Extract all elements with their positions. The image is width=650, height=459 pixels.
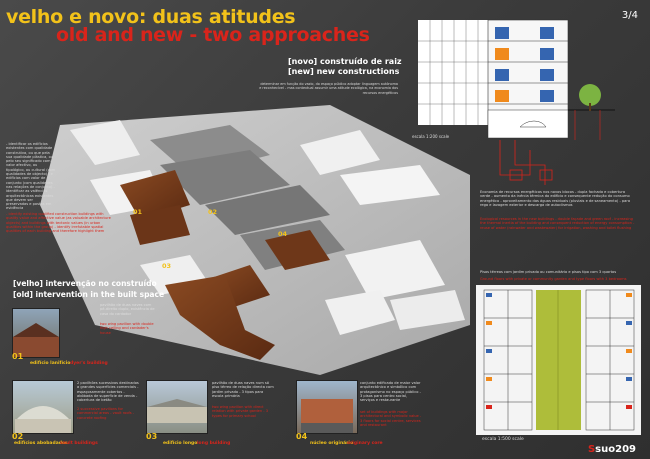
section-scale-label: escala 1:200 scale [412, 134, 450, 139]
garden-text-en: Ground floors with private or community garden and type floors with 3 bedrooms [480, 277, 627, 281]
logo-text: suo [595, 444, 616, 455]
map-label-04: 04 [278, 230, 288, 238]
photo-03-caption-pt: edifício longo [163, 441, 198, 446]
map-label-02: 02 [208, 208, 218, 216]
new-section-text: determinar em função do vazio, do espaço público adoptar linguagem autónoma e reconhecível - mas contextual assumir uma atitude ecológica, na economia dos recursos energéticos [259, 82, 398, 95]
logo-number: 209 [615, 444, 636, 455]
photo-02-caption-pt: edifícios abobadados [14, 441, 68, 446]
photo-04-caption-en: originary core [347, 441, 383, 446]
photo-01-caption-pt: edifício lanifício [30, 361, 71, 366]
photo-02-caption-en: vault buildings [60, 441, 98, 446]
new-heading-en: [new] new constructions [288, 67, 400, 76]
photo-originary-core [296, 380, 358, 434]
photo-01-desc-pt: pavilhão de duas naves com pé-direito duplo, existência de casa do cardador [100, 303, 155, 316]
photo-02-number: 02 [12, 432, 24, 441]
photo-04-desc-pt: conjunto edificado de maior valor arquitectónico e simbólico com protagonismo no espaço público - 3 pisos para centro social, serviços e restaurante [360, 381, 421, 403]
new-heading-pt: [novo] construído de raiz [288, 57, 402, 66]
project-logo [588, 444, 636, 455]
eco-text-pt: Economia de recursos energéticos nos novos blocos - dupla fachada e cobertura verde - aumento da inércia térmica do edifício e consequente redução do consumo energético - aproveitamento das águas residuais (pluviais e de saneamento) - para rega e lavagem exterior e descarga de autoclismos [480, 190, 631, 207]
plan-scale-label: escala 1:500 scale [482, 437, 524, 442]
photo-03-desc-en: two wing pavilion with direct relation with private garden - 3 types for primary school [212, 405, 268, 418]
photo-02-desc-pt: 2 pavilhões sucessivos destinados a grandes superfícies comerciais - espaçosamente cobertos - abóbada de superfície de venda - cobertura de betão [77, 381, 139, 403]
photo-04-caption-pt: núcleo originário [310, 441, 354, 446]
old-heading-pt: [velho] intervenção no construído [13, 279, 157, 288]
building-section-drawing [400, 15, 615, 140]
photo-vault-buildings [12, 380, 74, 434]
photo-03-number: 03 [146, 432, 158, 441]
photo-dyers-building [12, 308, 60, 358]
old-heading-en: [old] intervention in the built space [13, 290, 165, 299]
floor-plan-drawing [476, 285, 641, 437]
map-label-03: 03 [162, 262, 172, 270]
page-number: 3/4 [621, 10, 638, 21]
photo-long-building [146, 380, 208, 434]
water-pipe-diagram [470, 140, 590, 190]
photo-04-number: 04 [296, 432, 308, 441]
photo-01-number: 01 [12, 352, 24, 361]
photo-01-desc-en: two wing pavilion with double high ceiling and cardader's house [100, 322, 154, 335]
eco-text-en: Ecological resources in the new buildings - double façade and green roof - increasing the thermal inertia of the building and consequent reduction of energy consumption - reuse of water (rainwater and wastewater) for irrigation, washing and toilet flushing [480, 217, 635, 230]
photo-02-desc-en: 2 successive pavilions for commercial areas - vault roofs - concrete roofing [77, 407, 135, 420]
photo-04-desc-en: set of buildings with major architectural and symbolic value - 3 floors for social centre, services and restaurant [360, 410, 422, 427]
poster-title-pt: velho e novo: duas atitudes [6, 6, 296, 28]
garden-text-pt: Pisos térreos com jardim privado ou comunitário e pisos tipo com 3 quartos [480, 270, 617, 274]
photo-01-caption-en: dyer's building [70, 361, 108, 366]
photo-03-caption-en: long building [197, 441, 231, 446]
photo-03-desc-pt: pavilhão de duas naves num só piso térreo de relação directa com jardim privado - 3 tipos para escola primária [212, 381, 274, 398]
logo-accent: S [587, 444, 596, 455]
poster-title-en: old and new - two approaches [56, 24, 370, 46]
map-label-01: 01 [133, 208, 143, 216]
criteria-text-en: - identify existing qualified construction buildings with quality value and affective value (as valuable architecture objects) and buildings with tectonic values (in urban qualities within the group) - identify irrefutable spatial qualities of each building and therefore highlight them [6, 212, 111, 234]
criteria-text-pt: - identificar os edifícios existentes com qualidade construtiva, ou que pela sua qualidade plástica, ou pelo seu significado com valor afectivo, ou tipológico, ou cultural (com qualidades de objecto) - e edifícios com valor de conjunto (com qualidades nas relações de conjunto) - identificar as valências arquitectónicas existentes que devem ser preservadas e postas em evidência [6, 142, 56, 211]
